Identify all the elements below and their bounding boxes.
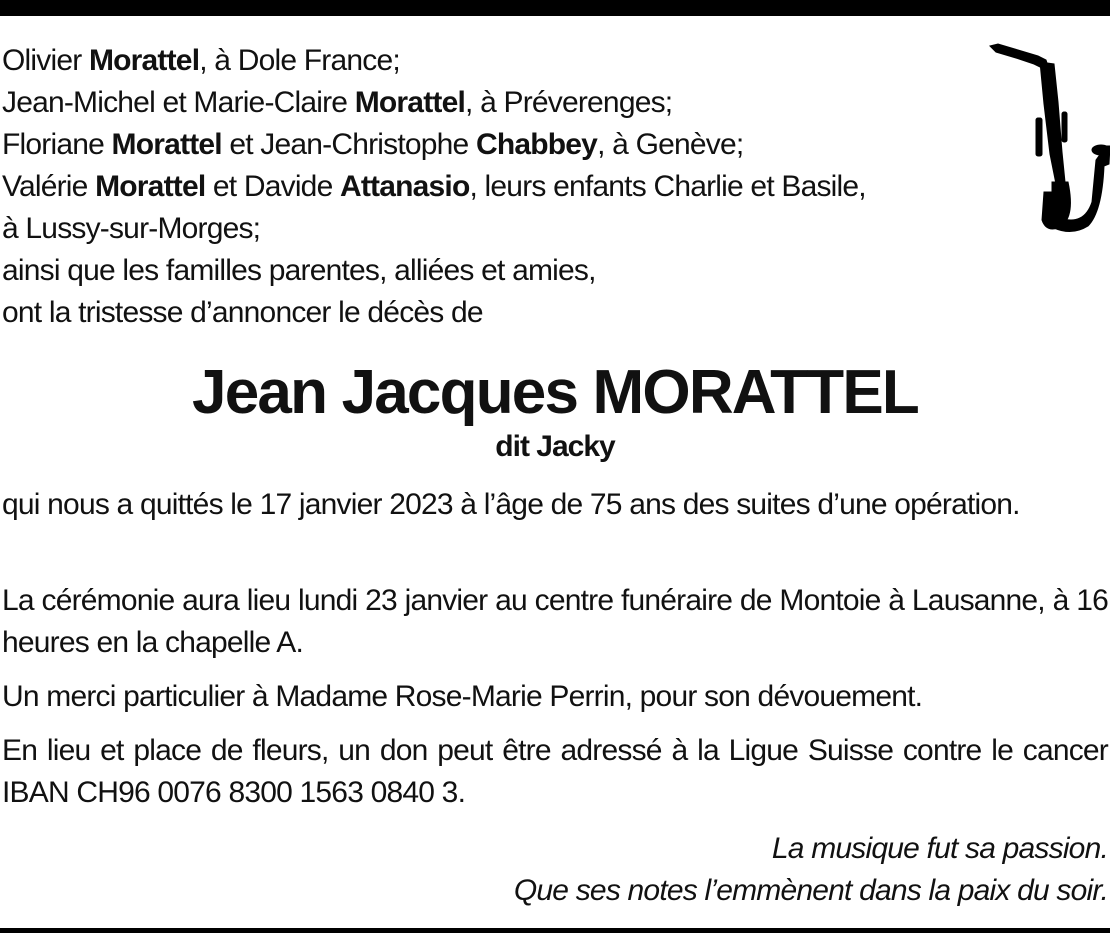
surname: Chabbey	[475, 128, 598, 161]
thanks-paragraph: Un merci particulier à Madame Rose-Marie Perrin, pour son dévouement.	[2, 680, 923, 713]
top-border-rule	[0, 0, 1110, 16]
text-segment: , à Préverenges;	[465, 86, 673, 119]
surname: Morattel	[88, 44, 200, 77]
family-line-6: ainsi que les familles parentes, alliées et amies,	[2, 254, 596, 287]
closing-line-1: La musique fut sa passion.	[771, 832, 1108, 865]
text-segment: et Jean-Christophe	[221, 128, 476, 161]
text-segment: , à Dole France;	[199, 44, 400, 77]
family-announcement	[2, 40, 1002, 334]
surname: Morattel	[95, 170, 206, 203]
deceased-nickname: dit Jacky	[495, 430, 615, 463]
donation-paragraph: En lieu et place de fleurs, un don peut être adressé à la Ligue Suisse contre le cancer IBAN CH96 0076 8300 1563 0840 3.	[2, 734, 1108, 809]
text-segment: Floriane	[2, 128, 112, 161]
text-segment: Jean-Michel et Marie-Claire	[2, 86, 355, 119]
family-line-7: ont la tristesse d’annoncer le décès de	[2, 296, 483, 329]
bottom-border-rule	[0, 928, 1110, 933]
ceremony-paragraph: La cérémonie aura lieu lundi 23 janvier au centre funéraire de Montoie à Lausanne, à 16 heures en la chapelle A.	[2, 584, 1108, 659]
family-line-1	[2, 40, 1002, 82]
surname: Attanasio	[339, 170, 470, 203]
family-line-2	[2, 82, 1002, 124]
family-line-4	[2, 166, 1002, 208]
closing-quote	[308, 828, 1108, 912]
deceased-name: Jean Jacques MORATTEL	[192, 358, 918, 427]
text-segment: Valérie	[2, 170, 96, 203]
text-segment: Olivier	[2, 44, 89, 77]
death-notice-paragraph: qui nous a quittés le 17 janvier 2023 à l’âge de 75 ans des suites d’une opération.	[2, 488, 1020, 521]
text-segment: , à Genève;	[597, 128, 744, 161]
surname: Morattel	[354, 86, 465, 119]
family-line-5: à Lussy-sur-Morges;	[2, 212, 261, 245]
family-line-3	[2, 124, 1002, 166]
saxophone-icon	[988, 42, 1110, 234]
surname: Morattel	[111, 128, 222, 161]
closing-line-2: Que ses notes l’emmènent dans la paix du soir.	[513, 874, 1108, 907]
text-segment: , leurs enfants Charlie et Basile,	[469, 170, 866, 203]
text-segment: et Davide	[205, 170, 340, 203]
